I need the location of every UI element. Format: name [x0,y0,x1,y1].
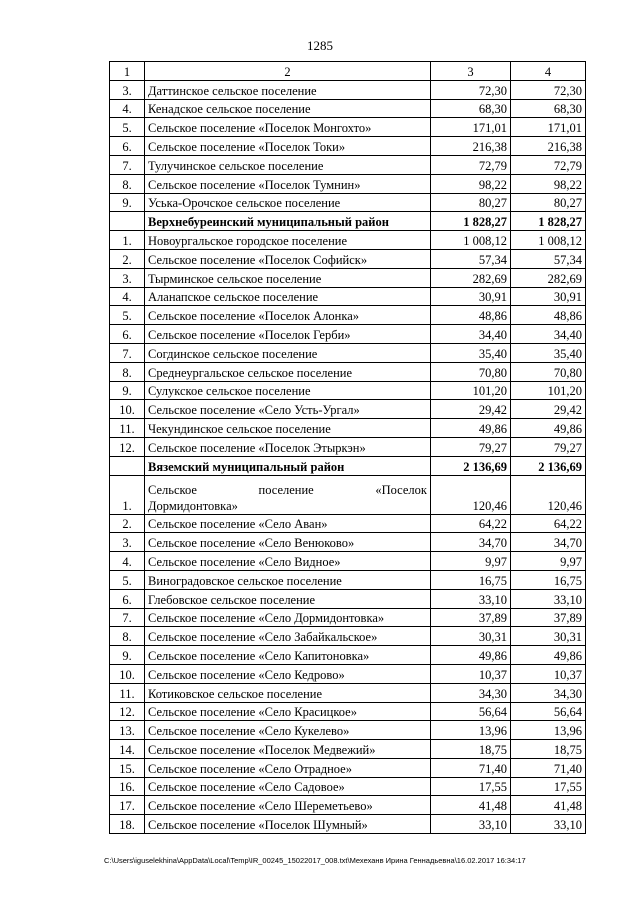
table-row [110,193,586,212]
table-row [110,343,586,362]
value-col-4: 34,70 [511,533,586,552]
footer-file-path: C:\Users\iguselekhina\AppData\Local\Temp\IR_00245_15022017_008.txt\Мехеханв Ирина Геннадьевна\16.02.2017 16:34:17 [104,856,526,865]
row-number: 8. [110,174,145,193]
value-col-3: 64,22 [431,514,511,533]
settlement-name: Сельское поселение «Село Венюково» [145,533,431,552]
table-row [110,99,586,118]
value-col-3: 41,48 [431,796,511,815]
row-number [110,456,145,475]
row-number: 7. [110,608,145,627]
page-number: 1285 [307,38,333,53]
settlement-name: Сельское поселение «Село Шереметьево» [145,796,431,815]
value-col-3: 282,69 [431,268,511,287]
row-number: 9. [110,381,145,400]
value-col-3: 49,86 [431,419,511,438]
value-col-4: 72,79 [511,155,586,174]
settlement-name: Сельское поселение «Село Видное» [145,552,431,571]
row-number: 7. [110,343,145,362]
table-row [110,381,586,400]
value-col-3: 72,30 [431,80,511,99]
table-row [110,174,586,193]
value-col-4: 34,40 [511,325,586,344]
table-row [110,646,586,665]
value-col-4: 30,91 [511,287,586,306]
value-col-4: 57,34 [511,249,586,268]
value-col-3: 18,75 [431,740,511,759]
table-row [110,702,586,721]
value-col-4: 48,86 [511,306,586,325]
table-row [110,740,586,759]
value-col-4: 72,30 [511,80,586,99]
row-number: 7. [110,155,145,174]
settlement-name: Сельское поселение «Поселок Этыркэн» [145,437,431,456]
row-number: 6. [110,325,145,344]
row-number: 3. [110,533,145,552]
value-col-4: 30,31 [511,627,586,646]
value-col-3: 1 828,27 [431,212,511,231]
row-number: 5. [110,306,145,325]
row-number: 1. [110,475,145,514]
settlement-name: Сельское поселение «Село Отрадное» [145,758,431,777]
row-number: 1. [110,231,145,250]
settlement-name: Сельское поселение «Поселок Медвежий» [145,740,431,759]
header-col-2: 2 [145,62,431,81]
value-col-3: 70,80 [431,362,511,381]
value-col-4: 29,42 [511,400,586,419]
row-number: 17. [110,796,145,815]
value-col-4: 80,27 [511,193,586,212]
value-col-3: 57,34 [431,249,511,268]
table-row [110,683,586,702]
value-col-3: 80,27 [431,193,511,212]
row-number: 9. [110,193,145,212]
settlement-name: Среднеургальское сельское поселение [145,362,431,381]
settlement-name-word: Сельское [148,482,197,497]
value-col-4: 171,01 [511,118,586,137]
settlement-name: Сельское поселение «Село Усть-Ургал» [145,400,431,419]
row-number: 12. [110,702,145,721]
row-number: 8. [110,362,145,381]
value-col-3: 29,42 [431,400,511,419]
value-col-3: 34,70 [431,533,511,552]
settlement-name: Сельское поселение «Село Капитоновка» [145,646,431,665]
value-col-4: 13,96 [511,721,586,740]
value-col-4: 34,30 [511,683,586,702]
settlement-name [145,475,431,514]
row-number: 2. [110,249,145,268]
settlement-name: Сельское поселение «Село Кедрово» [145,664,431,683]
row-number: 10. [110,664,145,683]
header-col-3: 3 [431,62,511,81]
table-row [110,533,586,552]
settlement-name: Верхнебуреинский муниципальный район [145,212,431,231]
settlement-name-word: «Поселок [375,482,427,497]
table-row [110,362,586,381]
settlement-name: Сельское поселение «Поселок Шумный» [145,815,431,834]
value-col-4: 37,89 [511,608,586,627]
value-col-4: 1 828,27 [511,212,586,231]
district-total-row [110,456,586,475]
row-number: 12. [110,437,145,456]
settlement-name: Сельское поселение «Поселок Софийск» [145,249,431,268]
value-col-4: 79,27 [511,437,586,456]
value-col-3: 71,40 [431,758,511,777]
settlement-name: Сельское поселение «Поселок Монгохто» [145,118,431,137]
table-row [110,137,586,156]
value-col-4: 64,22 [511,514,586,533]
value-col-4: 17,55 [511,777,586,796]
value-col-3: 98,22 [431,174,511,193]
table-row [110,589,586,608]
table-row [110,758,586,777]
settlement-name: Даттинское сельское поселение [145,80,431,99]
row-number: 11. [110,419,145,438]
settlement-name: Сельское поселение «Поселок Тумнин» [145,174,431,193]
row-number: 3. [110,268,145,287]
value-col-3: 68,30 [431,99,511,118]
row-number: 6. [110,589,145,608]
table-row [110,268,586,287]
value-col-4: 35,40 [511,343,586,362]
settlement-name: Виноградовское сельское поселение [145,570,431,589]
table-row [110,777,586,796]
table-row [110,815,586,834]
table-row [110,155,586,174]
value-col-3: 34,40 [431,325,511,344]
table-row [110,419,586,438]
settlement-name: Вяземский муниципальный район [145,456,431,475]
row-number: 4. [110,287,145,306]
value-col-4: 16,75 [511,570,586,589]
settlement-name: Аланапское сельское поселение [145,287,431,306]
value-col-3: 79,27 [431,437,511,456]
settlement-name: Сельское поселение «Село Садовое» [145,777,431,796]
table-row [110,437,586,456]
header-col-4: 4 [511,62,586,81]
value-col-4: 49,86 [511,646,586,665]
row-number: 15. [110,758,145,777]
table-row [110,570,586,589]
row-number: 10. [110,400,145,419]
value-col-4: 33,10 [511,589,586,608]
row-number: 5. [110,118,145,137]
row-number: 4. [110,552,145,571]
settlement-name: Котиковское сельское поселение [145,683,431,702]
settlement-name: Сельское поселение «Село Аван» [145,514,431,533]
table-row [110,475,586,514]
value-col-4: 56,64 [511,702,586,721]
settlement-name: Уська-Орочское сельское поселение [145,193,431,212]
settlement-name: Новоургальское городское поселение [145,231,431,250]
value-col-3: 35,40 [431,343,511,362]
table-row [110,721,586,740]
value-col-3: 33,10 [431,815,511,834]
district-total-row [110,212,586,231]
settlement-name-word: поселение [258,482,314,497]
settlement-name-line1 [148,482,427,498]
table-row [110,231,586,250]
row-number: 14. [110,740,145,759]
value-col-4: 1 008,12 [511,231,586,250]
table-row [110,627,586,646]
settlement-name: Тулучинское сельское поселение [145,155,431,174]
value-col-4: 216,38 [511,137,586,156]
row-number: 9. [110,646,145,665]
value-col-4: 41,48 [511,796,586,815]
value-col-3: 16,75 [431,570,511,589]
row-number: 6. [110,137,145,156]
value-col-4: 70,80 [511,362,586,381]
settlement-name: Сельское поселение «Поселок Алонка» [145,306,431,325]
table-row [110,118,586,137]
settlement-name: Сельское поселение «Село Забайкальское» [145,627,431,646]
row-number: 18. [110,815,145,834]
value-col-4: 71,40 [511,758,586,777]
settlement-name: Согдинское сельское поселение [145,343,431,362]
value-col-4: 49,86 [511,419,586,438]
row-number: 16. [110,777,145,796]
row-number: 4. [110,99,145,118]
value-col-4: 68,30 [511,99,586,118]
settlement-name: Сельское поселение «Поселок Токи» [145,137,431,156]
settlement-name: Глебовское сельское поселение [145,589,431,608]
value-col-3: 13,96 [431,721,511,740]
value-col-4: 120,46 [511,475,586,514]
value-col-3: 56,64 [431,702,511,721]
value-col-3: 17,55 [431,777,511,796]
settlement-name: Сельское поселение «Село Дормидонтовка» [145,608,431,627]
settlement-name: Чекундинское сельское поселение [145,419,431,438]
row-number: 8. [110,627,145,646]
header-col-1: 1 [110,62,145,81]
row-number: 13. [110,721,145,740]
settlement-name: Сулукское сельское поселение [145,381,431,400]
table-row [110,287,586,306]
value-col-3: 120,46 [431,475,511,514]
table-row [110,664,586,683]
value-col-3: 216,38 [431,137,511,156]
value-col-3: 30,31 [431,627,511,646]
table-row [110,796,586,815]
value-col-3: 101,20 [431,381,511,400]
value-col-4: 98,22 [511,174,586,193]
settlement-name: Тырминское сельское поселение [145,268,431,287]
settlement-name: Кенадское сельское поселение [145,99,431,118]
value-col-4: 282,69 [511,268,586,287]
value-col-3: 30,91 [431,287,511,306]
value-col-3: 10,37 [431,664,511,683]
value-col-3: 9,97 [431,552,511,571]
table-row [110,514,586,533]
value-col-3: 1 008,12 [431,231,511,250]
table-row [110,306,586,325]
settlement-name: Сельское поселение «Поселок Герби» [145,325,431,344]
budget-table [109,61,586,834]
value-col-4: 10,37 [511,664,586,683]
value-col-3: 34,30 [431,683,511,702]
value-col-3: 48,86 [431,306,511,325]
table-row [110,552,586,571]
table-row [110,80,586,99]
value-col-3: 72,79 [431,155,511,174]
table-row [110,249,586,268]
value-col-3: 2 136,69 [431,456,511,475]
row-number [110,212,145,231]
settlement-name: Сельское поселение «Село Красицкое» [145,702,431,721]
row-number: 2. [110,514,145,533]
value-col-4: 101,20 [511,381,586,400]
table-header-row [110,62,586,81]
row-number: 11. [110,683,145,702]
value-col-4: 33,10 [511,815,586,834]
value-col-3: 171,01 [431,118,511,137]
value-col-4: 18,75 [511,740,586,759]
settlement-name-line2: Дормидонтовка» [148,498,238,513]
table-row [110,400,586,419]
value-col-3: 33,10 [431,589,511,608]
row-number: 3. [110,80,145,99]
value-col-3: 49,86 [431,646,511,665]
table-row [110,325,586,344]
value-col-4: 2 136,69 [511,456,586,475]
value-col-3: 37,89 [431,608,511,627]
row-number: 5. [110,570,145,589]
settlement-name: Сельское поселение «Село Кукелево» [145,721,431,740]
table-row [110,608,586,627]
value-col-4: 9,97 [511,552,586,571]
